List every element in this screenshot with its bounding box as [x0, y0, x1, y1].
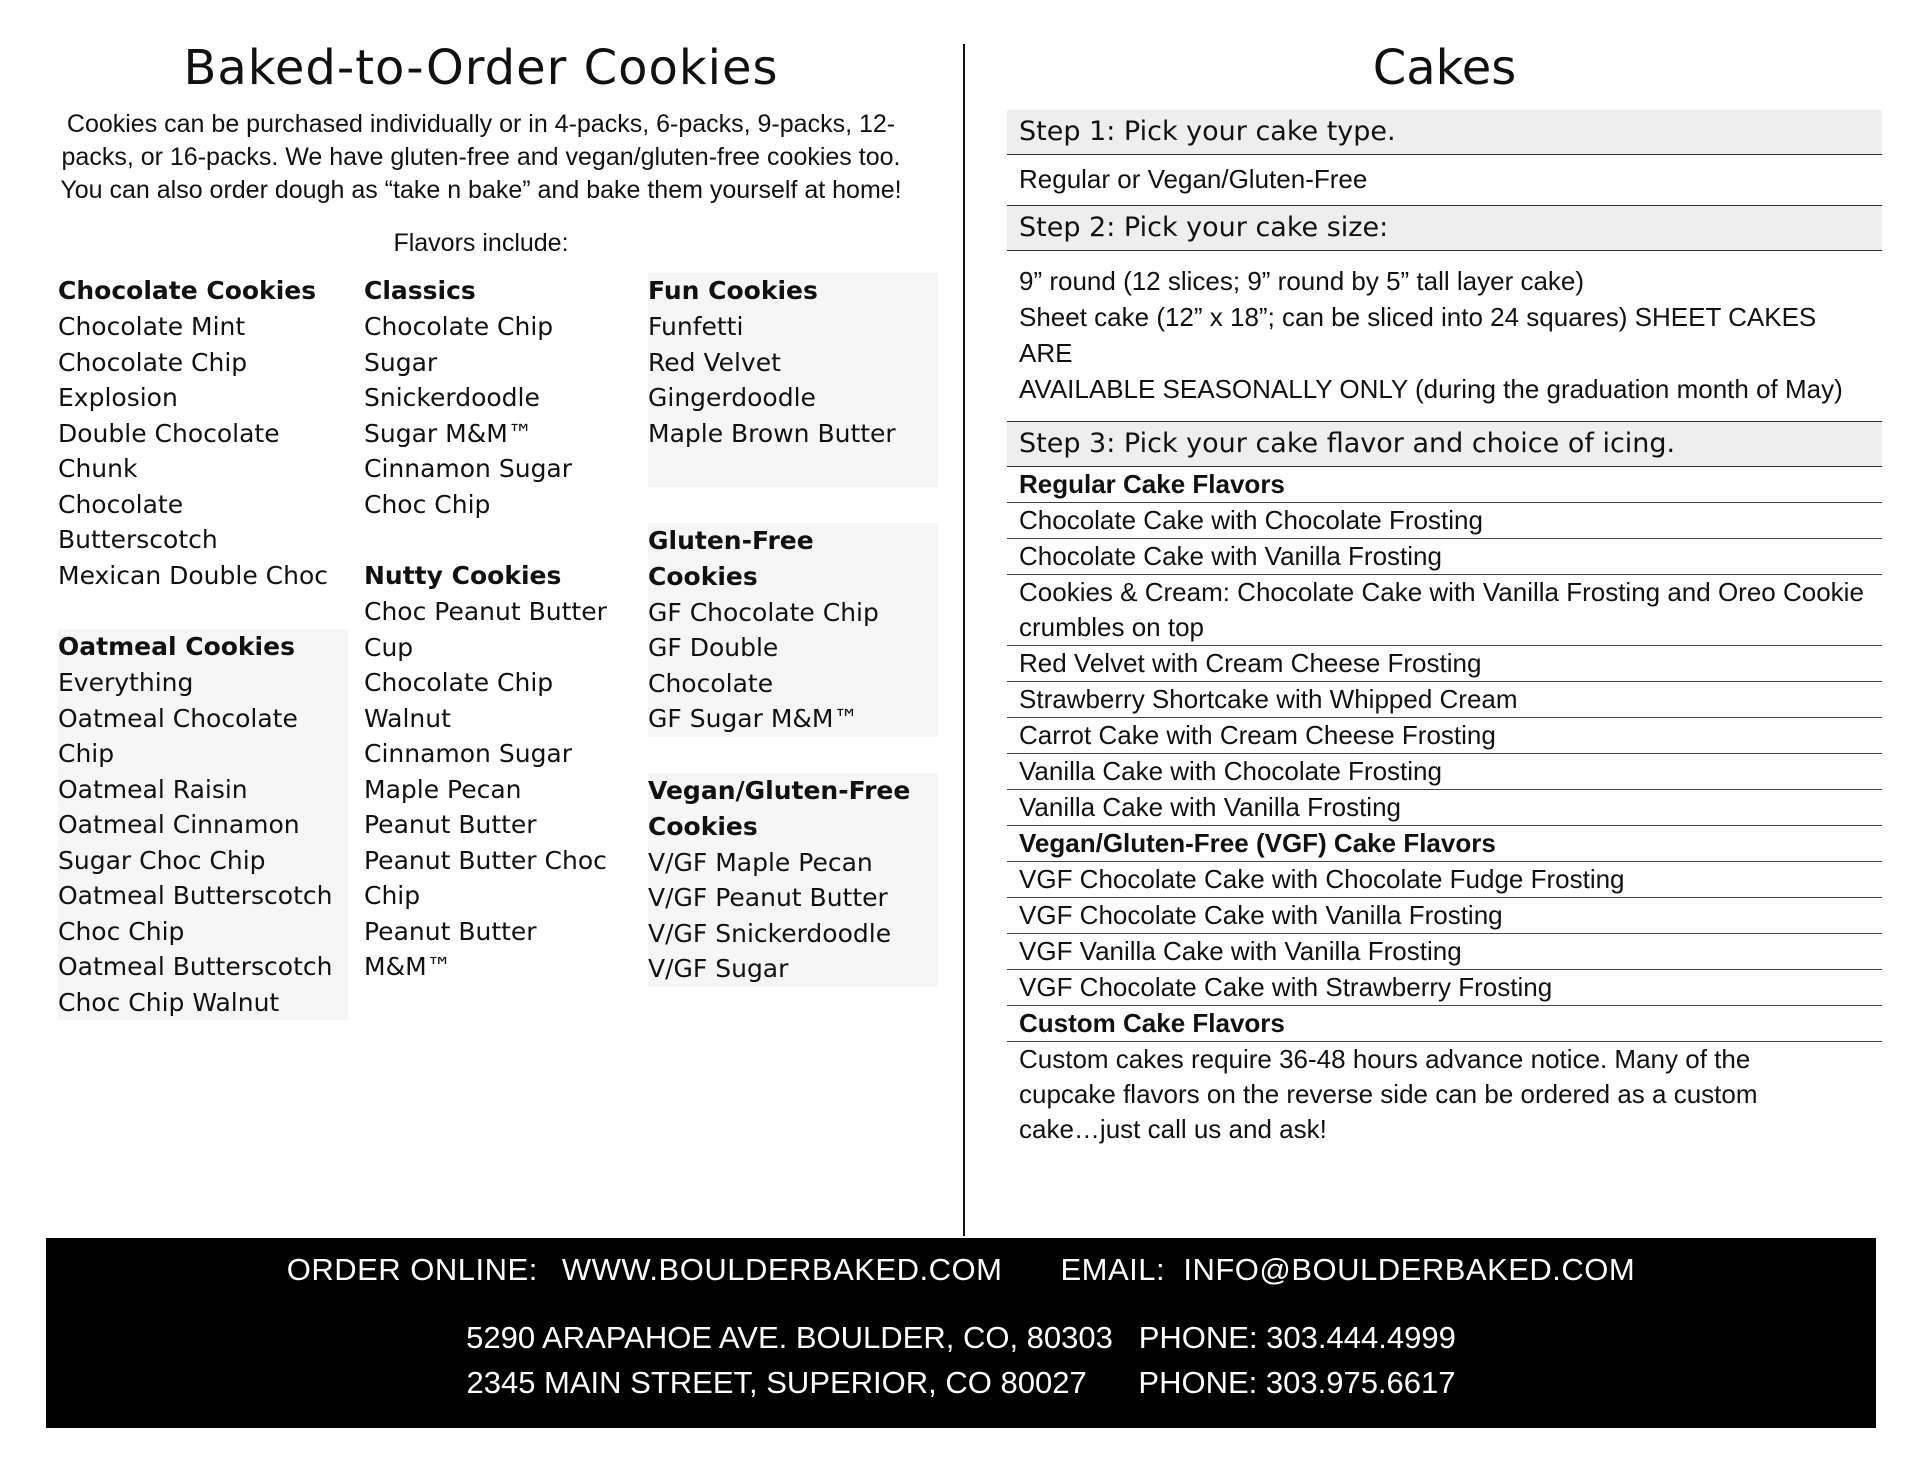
list-item: M&M™: [364, 952, 452, 981]
website-link[interactable]: WWW.BOULDERBAKED.COM: [561, 1252, 1003, 1287]
list-item: Oatmeal Raisin: [58, 774, 248, 804]
list-item: Chip: [58, 739, 115, 768]
table-row: Strawberry Shortcake with Whipped Cream: [1007, 682, 1882, 718]
list-item: Chip: [364, 881, 421, 910]
superior-phone: PHONE: 303.975.6617: [1138, 1365, 1456, 1400]
footer-superior-line: [46, 1365, 1876, 1401]
category-title: Fun Cookies: [648, 276, 818, 305]
category-title: Nutty Cookies: [364, 561, 562, 590]
nutty-cookies-group: [364, 558, 654, 985]
vegan-gf-cookies-group: [648, 773, 938, 987]
list-item: GF Sugar M&M™: [648, 704, 859, 733]
list-item: Double Chocolate: [58, 418, 280, 448]
boulder-phone: PHONE: 303.444.4999: [1138, 1320, 1456, 1355]
list-item: Chocolate: [648, 668, 774, 698]
list-item: Chunk: [58, 454, 138, 483]
cookie-column-a: [58, 273, 348, 1056]
cakes-section: [1007, 40, 1882, 1147]
cakes-title: Cakes: [1372, 40, 1517, 96]
category-title: Chocolate Cookies: [58, 276, 317, 305]
list-item: Oatmeal Butterscotch: [58, 952, 333, 981]
list-item: Walnut: [364, 703, 451, 733]
list-item: Maple Pecan: [364, 774, 522, 804]
vgf-flavors-title: Vegan/Gluten-Free (VGF) Cake Flavors: [1007, 826, 1882, 862]
list-item: GF Chocolate Chip: [648, 597, 879, 627]
list-item: V/GF Snickerdoodle: [648, 918, 892, 948]
list-item: Cup: [364, 632, 414, 662]
chocolate-cookies-group: [58, 273, 348, 593]
table-row: Carrot Cake with Cream Cheese Frosting: [1007, 718, 1882, 754]
list-item: Cinnamon Sugar: [364, 739, 573, 768]
table-row: VGF Chocolate Cake with Vanilla Frosting: [1007, 898, 1882, 934]
list-item: Chocolate Butterscotch: [58, 489, 218, 554]
category-title: Cookies: [648, 811, 758, 841]
custom-flavors-title: Custom Cake Flavors: [1007, 1006, 1882, 1042]
list-item: Peanut Butter: [364, 810, 537, 839]
list-item: Snickerdoodle: [364, 383, 540, 412]
list-item: Chocolate Chip: [58, 347, 248, 377]
email-label: EMAIL:: [1060, 1252, 1166, 1287]
list-item: Everything: [58, 668, 194, 697]
category-title: Classics: [364, 276, 476, 305]
list-item: Sugar M&M™: [364, 418, 533, 448]
size-option-sheet: Sheet cake (12” x 18”; can be sliced into 24 squares) SHEET CAKES ARE: [1019, 302, 1817, 368]
cookies-title: Baked-to-Order Cookies: [183, 40, 779, 96]
email-link[interactable]: INFO@BOULDERBAKED.COM: [1183, 1252, 1636, 1287]
list-item: V/GF Maple Pecan: [648, 847, 873, 877]
list-item: Sugar: [364, 347, 438, 377]
column-divider: [963, 44, 965, 1236]
regular-flavors-title: Regular Cake Flavors: [1007, 467, 1882, 503]
category-title: Gluten-Free: [648, 525, 814, 555]
list-item: Cinnamon Sugar: [364, 454, 573, 483]
size-option-round: 9” round (12 slices; 9” round by 5” tall layer cake): [1019, 266, 1585, 296]
list-item: Oatmeal Chocolate: [58, 703, 298, 733]
table-row: Chocolate Cake with Vanilla Frosting: [1007, 539, 1882, 575]
order-online-label: ORDER ONLINE:: [286, 1252, 538, 1287]
list-item: Peanut Butter: [364, 916, 537, 946]
table-row: VGF Chocolate Cake with Chocolate Fudge Frosting: [1007, 862, 1882, 898]
step-1-heading: Step 1: Pick your cake type.: [1007, 110, 1882, 155]
category-title: Oatmeal Cookies: [58, 632, 295, 661]
footer-online-line: [46, 1252, 1876, 1288]
size-option-note: AVAILABLE SEASONALLY ONLY (during the graduation month of May): [1019, 374, 1843, 404]
list-item: Chocolate Chip: [364, 312, 554, 341]
category-title: Vegan/Gluten-Free: [648, 775, 911, 805]
step-2-body: [1007, 251, 1882, 422]
fun-cookies-group: [648, 273, 938, 487]
step-2-heading: Step 2: Pick your cake size:: [1007, 206, 1882, 251]
superior-address: 2345 MAIN STREET, SUPERIOR, CO 80027: [466, 1365, 1087, 1400]
table-row: Vanilla Cake with Chocolate Frosting: [1007, 754, 1882, 790]
cookies-section: [46, 40, 916, 1017]
list-item: Choc Chip: [364, 489, 491, 519]
table-row: Cookies & Cream: Chocolate Cake with Vanilla Frosting and Oreo Cookie crumbles on top: [1007, 575, 1882, 646]
list-item: GF Double: [648, 633, 779, 662]
list-item: Sugar Choc Chip: [58, 845, 266, 875]
boulder-address: 5290 ARAPAHOE AVE. BOULDER, CO, 80303: [466, 1320, 1113, 1355]
contact-footer: [46, 1238, 1876, 1428]
list-item: Choc Chip: [58, 916, 185, 946]
step-1-body: Regular or Vegan/Gluten-Free: [1007, 155, 1882, 206]
custom-note-line-1: Custom cakes require 36-48 hours advance notice. Many of the: [1019, 1044, 1751, 1074]
table-row: Chocolate Cake with Chocolate Frosting: [1007, 503, 1882, 539]
list-item: Red Velvet: [648, 347, 781, 377]
flavors-label: Flavors include:: [393, 229, 569, 257]
custom-note-line-2: cupcake flavors on the reverse side can be ordered as a custom: [1019, 1079, 1758, 1109]
list-item: Gingerdoodle: [648, 383, 816, 412]
list-item: Oatmeal Cinnamon: [58, 810, 300, 839]
list-item: Choc Chip Walnut: [58, 987, 280, 1017]
blank-row: [648, 451, 938, 487]
table-row: VGF Chocolate Cake with Strawberry Frosting: [1007, 970, 1882, 1006]
list-item: Chocolate Chip: [364, 668, 554, 697]
oatmeal-cookies-group: [58, 629, 348, 1020]
list-item: Oatmeal Butterscotch: [58, 881, 333, 910]
list-item: Explosion: [58, 383, 178, 412]
list-item: Maple Brown Butter: [648, 418, 896, 448]
cookie-column-b: [364, 273, 654, 1021]
custom-note-line-3: cake…just call us and ask!: [1019, 1114, 1327, 1144]
list-item: Funfetti: [648, 312, 744, 341]
table-row: Vanilla Cake with Vanilla Frosting: [1007, 790, 1882, 826]
cookies-intro: Cookies can be purchased individually or in 4-packs, 6-packs, 9-packs, 12-packs, or 16-packs. We have gluten-free and vegan/gluten-free cookies too. You can also order dough as “take n bake” and bake them yourself at home!: [60, 110, 902, 204]
list-item: Mexican Double Choc: [58, 560, 328, 590]
footer-boulder-line: [46, 1320, 1876, 1356]
list-item: Chocolate Mint: [58, 312, 246, 341]
list-item: V/GF Peanut Butter: [648, 883, 888, 912]
table-row: Red Velvet with Cream Cheese Frosting: [1007, 646, 1882, 682]
gluten-free-cookies-group: [648, 523, 938, 737]
list-item: Peanut Butter Choc: [364, 845, 607, 875]
category-title: Cookies: [648, 561, 758, 591]
table-row: VGF Vanilla Cake with Vanilla Frosting: [1007, 934, 1882, 970]
classics-group: [364, 273, 654, 522]
list-item: Choc Peanut Butter: [364, 597, 607, 626]
cookie-column-c: [648, 273, 938, 1023]
list-item: V/GF Sugar: [648, 954, 789, 983]
step-3-heading: Step 3: Pick your cake flavor and choice of icing.: [1007, 422, 1882, 467]
